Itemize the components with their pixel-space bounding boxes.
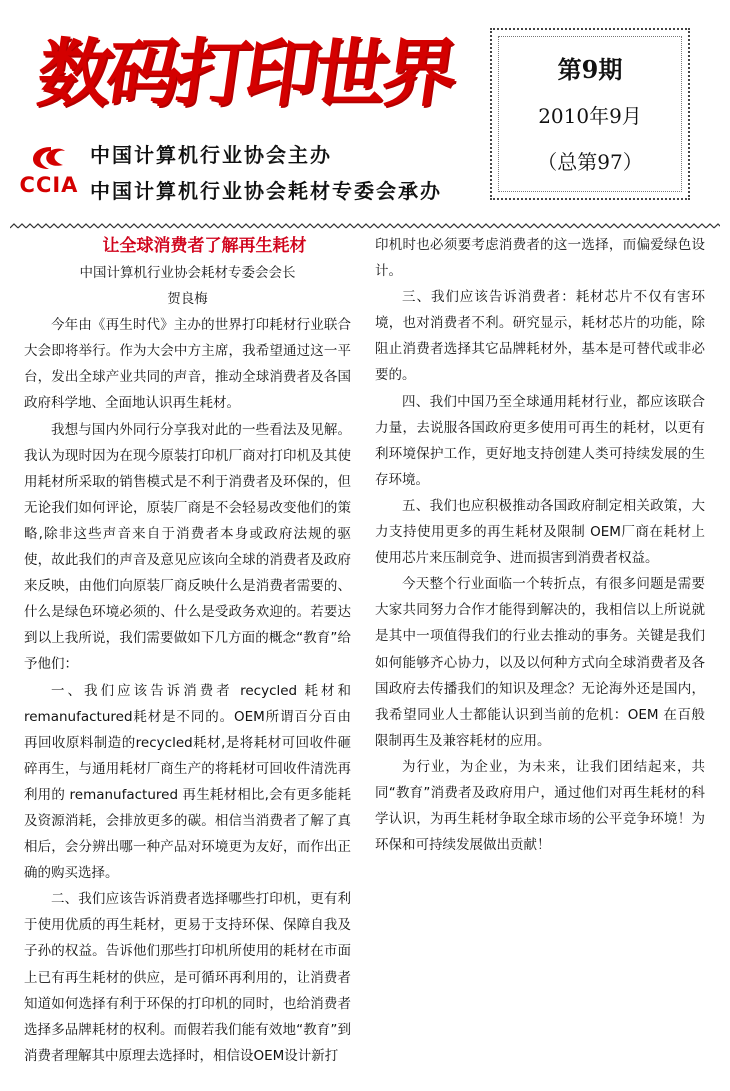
- paragraph: 五、我们也应积极推动各国政府制定相关政策，大力支持使用更多的再生耗材及限制 OEM厂商在耗材上使用芯片来压制竞争、进而损害到消费者权益。: [375, 497, 705, 567]
- masthead-title: 数码打印世界: [31, 31, 459, 117]
- article-title: 让全球消费者了解再生耗材: [102, 236, 307, 256]
- issue-info-box: [490, 28, 690, 200]
- sponsor-line-organizer: 中国计算机行业协会耗材专委会承办: [90, 179, 442, 203]
- paragraph: 三、我们应该告诉消费者：耗材芯片不仅有害环境，也对消费者不利。研究显示，耗材芯片的功能，除阻止消费者选择其它品牌耗材外，基本是可替代或非必要的。: [375, 289, 705, 384]
- paragraph: 四、我们中国乃至全球通用耗材行业，都应该联合力量，去说服各国政府更多使用可再生的耗材，以更有利环境保护工作，更好地支持创建人类可持续发展的生存环境。: [375, 393, 705, 488]
- issue-total-number: （总第97）: [537, 150, 643, 174]
- author-name: 贺良梅: [167, 291, 208, 308]
- article-right-column: [375, 232, 705, 858]
- paragraph: 一、我们应该告诉消费者 recycled 耗材和 remanufactured耗材是不同的。OEM所谓百分百由再回收原料制造的recycled耗材,是将耗材可回收件砸碎再生，与通用耗材厂商生产的将耗材可回收件清洗再利用的 remanufactured 再生耗材相比,会有更多能耗及资源消耗，会排放更多的碳。相信当消费者了解了真相后，会分辨出哪一种产品对环境更为友好，而作出正确的购买选择。: [24, 682, 351, 882]
- ccia-logo-text: CCIA: [19, 173, 79, 197]
- paragraph: 为行业，为企业，为未来，让我们团结起来，共同“教育”消费者及政府用户，通过他们对再生耗材的科学认识，为再生耗材争取全球市场的公平竞争环境！为环保和可持续发展做出贡献！: [375, 758, 705, 854]
- paragraph: 二、我们应该告诉消费者选择哪些打印机，更有利于使用优质的再生耗材，更易于支持环保、保障自我及子孙的权益。告诉他们那些打印机所使用的耗材在市面上已有再生耗材的供应，是可循环再利用的，让消费者知道如何选择有利于环保的打印机的同时，也给消费者选择多品牌耗材的权利。而假若我们能有效地“教育”到消费者理解其中原理去选择时，相信设OEM设计新打: [24, 891, 351, 1064]
- paragraph: 我想与国内外同行分享我对此的一些看法及见解。我认为现时因为在现今原装打印机厂商对打印机及其使用耗材所采取的销售模式是不利于消费者及环保的，但无论我们如何评论，原装厂商是不会轻易改变他们的策略,除非这些声音来自于消费者本身或政府法规的驱使，故此我们的声音及意见应该向全球的消费者及政府来反映，由他们向原装厂商反映什么是消费者需要的、什么是绿色环境必须的、什么是受政务欢迎的。若要达到以上我所说，我们需要做如下几方面的概念“教育”给予他们：: [24, 421, 351, 673]
- author-organization: 中国计算机行业协会耗材专委会会长: [79, 265, 296, 281]
- ccia-logo: [16, 145, 82, 205]
- article-left-column: [24, 232, 351, 1069]
- paragraph-continued: 印机时也必须要考虑消费者的这一选择，而偏爱绿色设计。: [375, 237, 705, 280]
- sponsor-line-host: 中国计算机行业协会主办: [90, 143, 332, 167]
- issue-date: 2010年9月: [538, 104, 642, 128]
- paragraph: 今年由《再生时代》主办的世界打印耗材行业联合大会即将举行。作为大会中方主席，我希望通过这一平台，发出全球产业共同的声音，推动全球消费者及各国政府科学地、全面地认识再生耗材。: [24, 317, 351, 412]
- paragraph: 今天整个行业面临一个转折点，有很多问题是需要大家共同努力合作才能得到解决的，我相信以上所说就是其中一项值得我们的行业去推动的事务。关键是我们如何能够齐心协力，以及以何种方式向全球消费者及各国政府去传播我们的知识及理念？无论海外还是国内，我希望同业人士都能认识到当前的危机：OEM 在百般限制再生及兼容耗材的应用。: [375, 576, 705, 749]
- header-divider: [10, 222, 720, 230]
- issue-number: 第9期: [557, 55, 623, 84]
- ccia-swoosh-icon: [31, 145, 71, 171]
